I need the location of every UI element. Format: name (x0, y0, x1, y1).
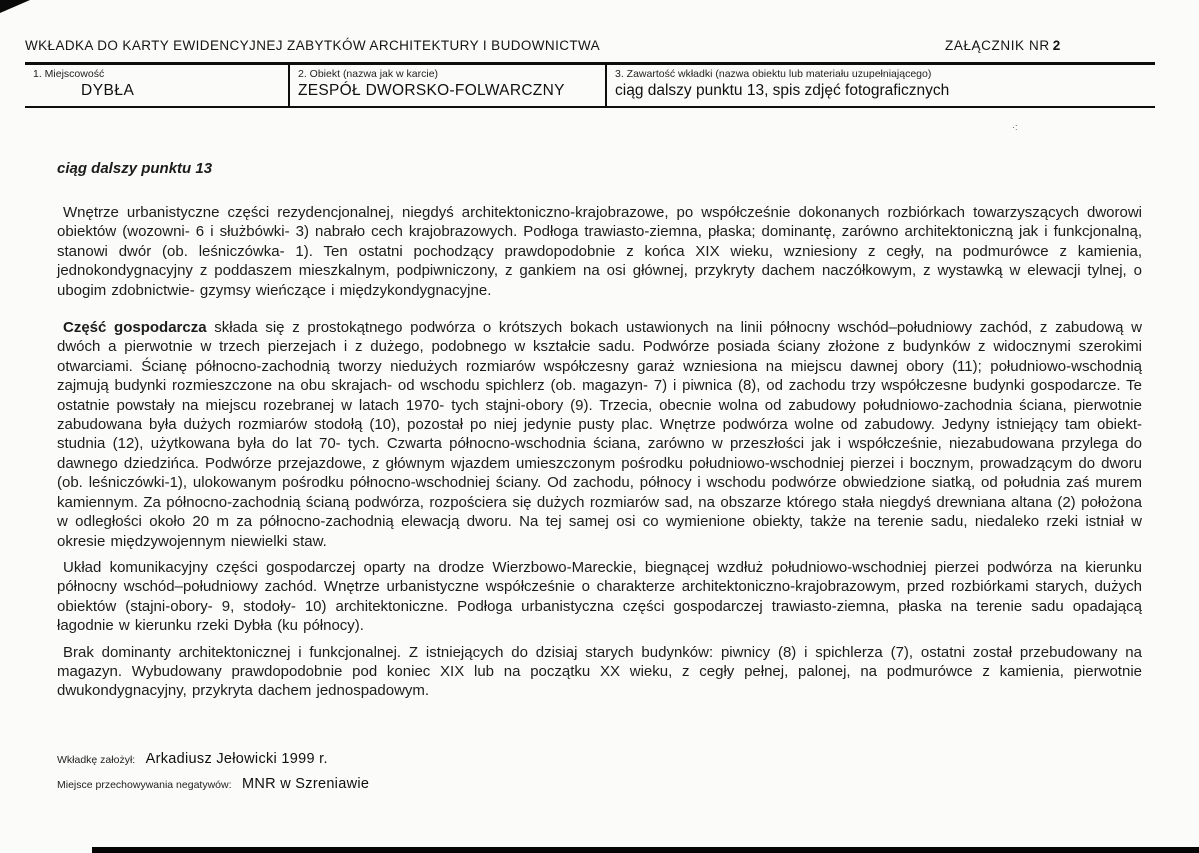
field-zawartosc-value: ciąg dalszy punktu 13, spis zdjęć fotograficznych (615, 82, 950, 99)
paragraph-2-lead: Część gospodarcza (63, 319, 207, 337)
form-title: WKŁADKA DO KARTY EWIDENCYJNEJ ZABYTKÓW ARCHITEKTURY I BUDOWNICTWA (25, 38, 601, 53)
attachment-number (945, 38, 1061, 53)
paragraph-1 (57, 203, 1142, 300)
attachment-label: ZAŁĄCZNIK NR (945, 38, 1050, 53)
paragraph-1-text: Wnętrze urbanistyczne części rezydencjonalnej, niegdyś architektoniczno-krajobrazowe, po współcześnie dokonanych rozbiórkach towarzyszących dworowi obiektów (wozowni- 6 i służbówki- 3) nabrało cech krajobrazowych. Podłoga trawiasto-ziemna, płaska; dominantę, zarówno architektoniczną jak i funkcjonalną, stanowi dwór (ob. leśniczówka- 1). Ten ostatni pochodzący prawdopodobnie z końca XIX wieku, wzniesiony z cegły, na podmurówce z kamienia, jednokondygnacyjny z poddaszem mieszkalnym, podpiwniczony, z gankiem na osi głównej, przykryty dachem naczółkowym, z wystawką w elewacji tylnej, o ubogim zdobnictwie- gzymsy wieńczące i międzykondygnacyjne. (57, 204, 1142, 299)
attachment-value: 2 (1052, 38, 1061, 53)
scan-corner-artifact (0, 0, 30, 13)
section-heading: ciąg dalszy punktu 13 (57, 160, 213, 177)
identification-table (25, 62, 1155, 108)
paragraph-4-text: Brak dominanty architektonicznej i funkcjonalnej. Z istniejących do dzisiaj starych budynków: piwnicy (8) i spichlerza (7), ostatni został przebudowany na magazyn. Wybudowany prawdopodobnie pod koniec XIX lub na początku XX wieku, z cegły pełnej, palonej, na podmurówce z kamienia, pierwotnie dwukondygnacyjny, przykryta dachem jednospadowym. (57, 643, 1142, 700)
founder-label: Wkładkę założył: (57, 754, 136, 766)
footer-founder-row (57, 750, 369, 768)
paragraph-3-text: Układ komunikacyjny części gospodarczej oparty na drodze Wierzbowo-Mareckie, biegnącej wzdłuż południowo-wschodniej pierzei podwórza na kierunku północny wschód–południowy zachód. Wnętrze urbanistyczne współcześnie o charakterze architektoniczno-krajobrazowym, przed rozbiórkami starych, dużych obiektów (stajni-obory- 9, stodoły- 10) architektoniczne. Podłoga urbanistyczna części gospodarczej trawiasto-ziemna, płaska na terenie sadu opadającą łagodnie w kierunku rzeki Dybła (ku północy). (57, 558, 1142, 635)
founder-value: Arkadiusz Jełowicki 1999 r. (145, 751, 328, 767)
field-zawartosc (605, 65, 1155, 106)
field-obiekt-label: 2. Obiekt (nazwa jak w karcie) (298, 68, 439, 80)
field-miejscowosc-value: DYBŁA (81, 82, 135, 99)
scan-bottom-bar (92, 847, 1199, 853)
document-body (57, 160, 1142, 708)
footer-negatives-row (57, 775, 369, 793)
field-obiekt-value: ZESPÓŁ DWORSKO-FOLWARCZNY (298, 82, 565, 99)
field-obiekt (288, 65, 605, 106)
paragraph-4 (57, 643, 1142, 701)
scan-speck: ·: (1012, 122, 1018, 132)
paragraph-3 (57, 558, 1142, 636)
paragraph-2 (57, 318, 1142, 551)
field-zawartosc-label: 3. Zawartość wkładki (nazwa obiektu lub materiału uzupełniającego) (615, 68, 932, 80)
paragraph-2-text: składa się z prostokątnego podwórza o krótszych bokach ustawionych na linii północny wschód–południowy zachód, z zabudową w dwóch a pierwotnie w trzech pierzejach i z dużego, podobnego w kształcie sadu. Podwórze posiada ściany złożone z budynków z widocznymi szerokimi otwarciami. Ścianę północno-zachodnią tworzy niedużych rozmiarów współczesny garaż wzniesiona na miejscu dawnej obory (11); południowo-wschodnią zajmują budynki rozmieszczone na obu skrajach- od wschodu spichlerz (ob. magazyn- 7) i piwnica (8), od zachodu trzy współczesne budynki gospodarcze. Te ostatnie powstały na miejscu rozebranej w latach 1970- tych stajni-obory (9). Trzecia, obecnie wolna od zabudowy południowo-zachodnia ściana, pierwotnie zabudowana była dużych rozmiarów stodołą (10), pozostał po niej jedynie pusty plac. Wnętrze podwórza wolne od zabudowy. Jedyny istniejący tam obiekt- studnia (12), użytkowana była do lat 70- tych. Czwarta północno-wschodnia ściana, zarówno w przeszłości jak i współcześnie, niezabudowana przylega do dawnego dziedzińca. Podwórze przejazdowe, z głównym wjazdem umieszczonym pośrodku południowo-wschodniej pierzei i bocznym, prowadzącym do dworu (ob. leśniczówki-1), ulokowanym pośrodku północno-wschodniej ściany. Od zachodu, północy i wschodu podwórze obwiedzione siatką, od południa zaś murem kamiennym. Za północno-zachodnią ścianą podwórza, rozpościera się dużych rozmiarów sad, na obszarze którego stała niegdyś drewniana altana (2) położona w odległości około 20 m za północno-zachodnią elewacją dworu. Na tej samej osi co wymienione obiekty, także na terenie sadu, niedaleko rzeki istniał w okresie międzywojennym niewielki staw. (57, 319, 1142, 550)
document-footer (57, 750, 369, 800)
negatives-label: Miejsce przechowywania negatywów: (57, 779, 232, 791)
field-miejscowosc (25, 65, 288, 106)
negatives-value: MNR w Szreniawie (241, 776, 370, 792)
field-miejscowosc-label: 1. Miejscowość (33, 68, 105, 80)
